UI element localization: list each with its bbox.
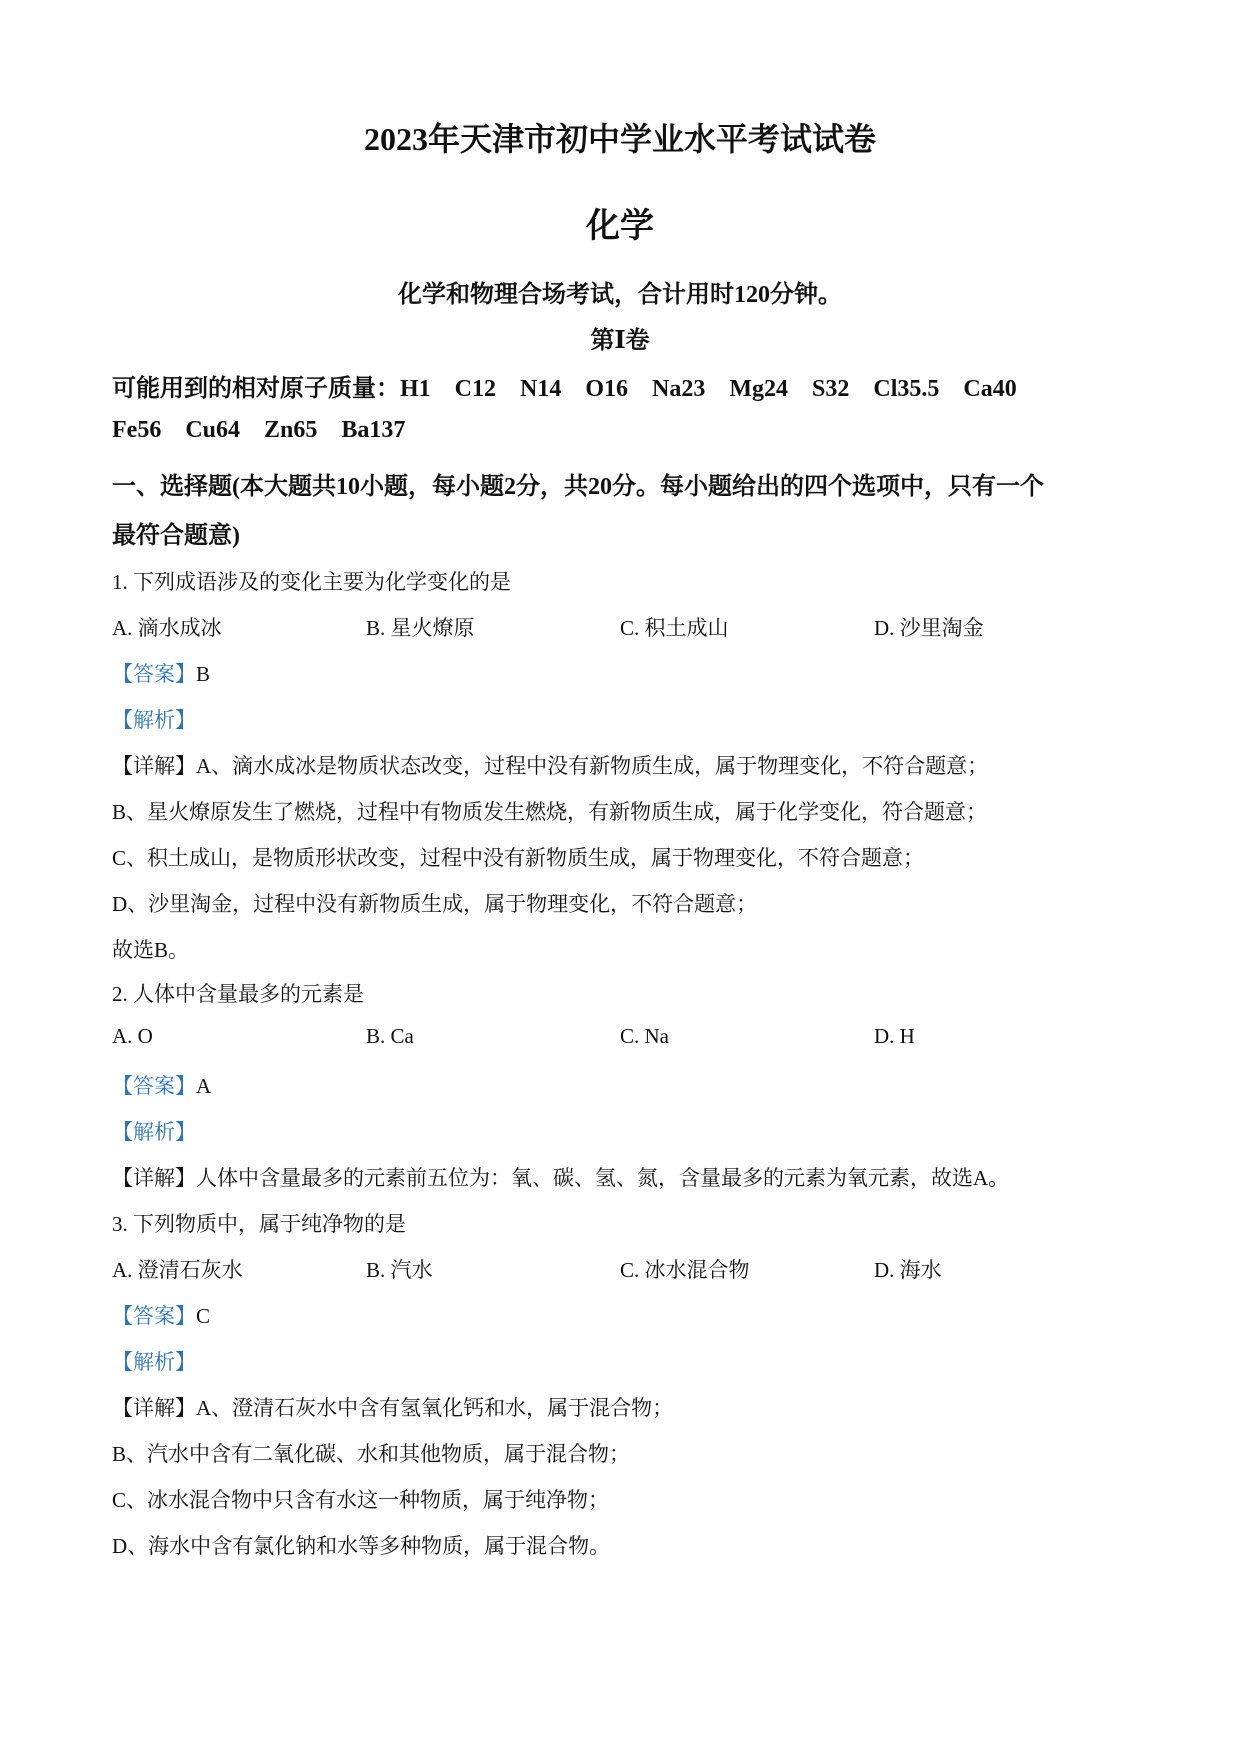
question-2-analysis-label: 【解析】 [112, 1120, 196, 1144]
mass-cl: Cl35.5 [873, 376, 940, 402]
question-1-conclusion: 故选B。 [112, 938, 190, 962]
mass-cu: Cu64 [185, 417, 240, 443]
section-heading-line-1: 一、选择题(本大题共10小题，每小题2分，共20分。每小题给出的四个选项中，只有一个 [112, 474, 1044, 500]
detail-text: A、澄清石灰水中含有氢氧化钙和水，属于混合物； [196, 1396, 674, 1420]
question-3-option-c: C. 冰水混合物 [620, 1258, 750, 1282]
detail-text: 人体中含量最多的元素前五位为：氧、碳、氢、氮，含量最多的元素为氧元素，故选A。 [196, 1166, 1010, 1190]
mass-fe: Fe56 [112, 417, 162, 443]
mass-c: C12 [454, 376, 497, 402]
detail-label: 【详解】 [112, 1396, 196, 1420]
question-3-option-b: B. 汽水 [366, 1258, 433, 1282]
mass-s: S32 [812, 376, 850, 402]
mass-mg: Mg24 [729, 376, 789, 402]
question-3-answer [112, 1300, 210, 1330]
detail-text: A、滴水成冰是物质状态改变，过程中没有新物质生成，属于物理变化，不符合题意； [196, 754, 989, 778]
answer-label: 【答案】 [112, 662, 196, 686]
section-heading-line-2: 最符合题意) [112, 523, 240, 549]
mass-h: H1 [400, 376, 431, 402]
mass-zn: Zn65 [264, 417, 318, 443]
question-1-detail-4: D、沙里淘金，过程中没有新物质生成，属于物理变化，不符合题意； [112, 892, 758, 916]
mass-ca: Ca40 [963, 376, 1017, 402]
question-2-option-a: A. O [112, 1024, 153, 1048]
exam-title: 2023年天津市初中学业水平考试试卷 [363, 121, 876, 157]
question-1-detail-1 [112, 750, 988, 780]
question-1-option-b: B. 星火燎原 [366, 616, 475, 640]
answer-value: C [196, 1304, 211, 1328]
question-1-answer [112, 658, 210, 688]
atomic-mass-line-1 [112, 368, 1041, 403]
question-1-analysis-label: 【解析】 [112, 708, 196, 732]
question-3-detail-3: C、冰水混合物中只含有水这一种物质，属于纯净物； [112, 1488, 610, 1512]
answer-label: 【答案】 [112, 1074, 196, 1098]
question-2-stem: 2. 人体中含量最多的元素是 [112, 982, 364, 1006]
answer-value: A [196, 1074, 212, 1098]
mass-o: O16 [585, 376, 629, 402]
question-2-answer [112, 1070, 211, 1100]
question-1-detail-3: C、积土成山，是物质形状改变，过程中没有新物质生成，属于物理变化，不符合题意； [112, 846, 925, 870]
question-3-detail-1 [112, 1392, 673, 1422]
question-3-stem: 3. 下列物质中，属于纯净物的是 [112, 1212, 406, 1236]
atomic-mass-line-2 [112, 417, 429, 444]
mass-n: N14 [520, 376, 562, 402]
question-3-detail-2: B、汽水中含有二氧化碳、水和其他物质，属于混合物； [112, 1442, 631, 1466]
detail-label: 【详解】 [112, 754, 196, 778]
question-2-detail-1 [112, 1162, 1009, 1192]
question-2-option-d: D. H [874, 1024, 915, 1048]
subject-heading: 化学 [586, 208, 654, 245]
mass-na: Na23 [652, 376, 706, 402]
exam-note: 化学和物理合场考试，合计用时120分钟。 [398, 282, 842, 308]
question-1-detail-2: B、星火燎原发生了燃烧，过程中有物质发生燃烧，有新物质生成，属于化学变化，符合题意； [112, 800, 988, 824]
mass-ba: Ba137 [341, 417, 406, 443]
question-3-analysis-label: 【解析】 [112, 1350, 196, 1374]
question-1-option-c: C. 积土成山 [620, 616, 729, 640]
question-1-option-d: D. 沙里淘金 [874, 616, 984, 640]
question-1-stem: 1. 下列成语涉及的变化主要为化学变化的是 [112, 570, 511, 594]
question-3-option-a: A. 澄清石灰水 [112, 1258, 243, 1282]
question-1-option-a: A. 滴水成冰 [112, 616, 222, 640]
volume-heading: 第Ⅰ卷 [590, 328, 650, 354]
answer-value: B [196, 662, 211, 686]
atomic-mass-label: 可能用到的相对原子质量： [112, 376, 400, 402]
detail-label: 【详解】 [112, 1166, 196, 1190]
question-2-option-c: C. Na [620, 1024, 669, 1048]
question-3-detail-4: D、海水中含有氯化钠和水等多种物质，属于混合物。 [112, 1534, 611, 1558]
answer-label: 【答案】 [112, 1304, 196, 1328]
question-2-option-b: B. Ca [366, 1024, 414, 1048]
question-3-option-d: D. 海水 [874, 1258, 942, 1282]
